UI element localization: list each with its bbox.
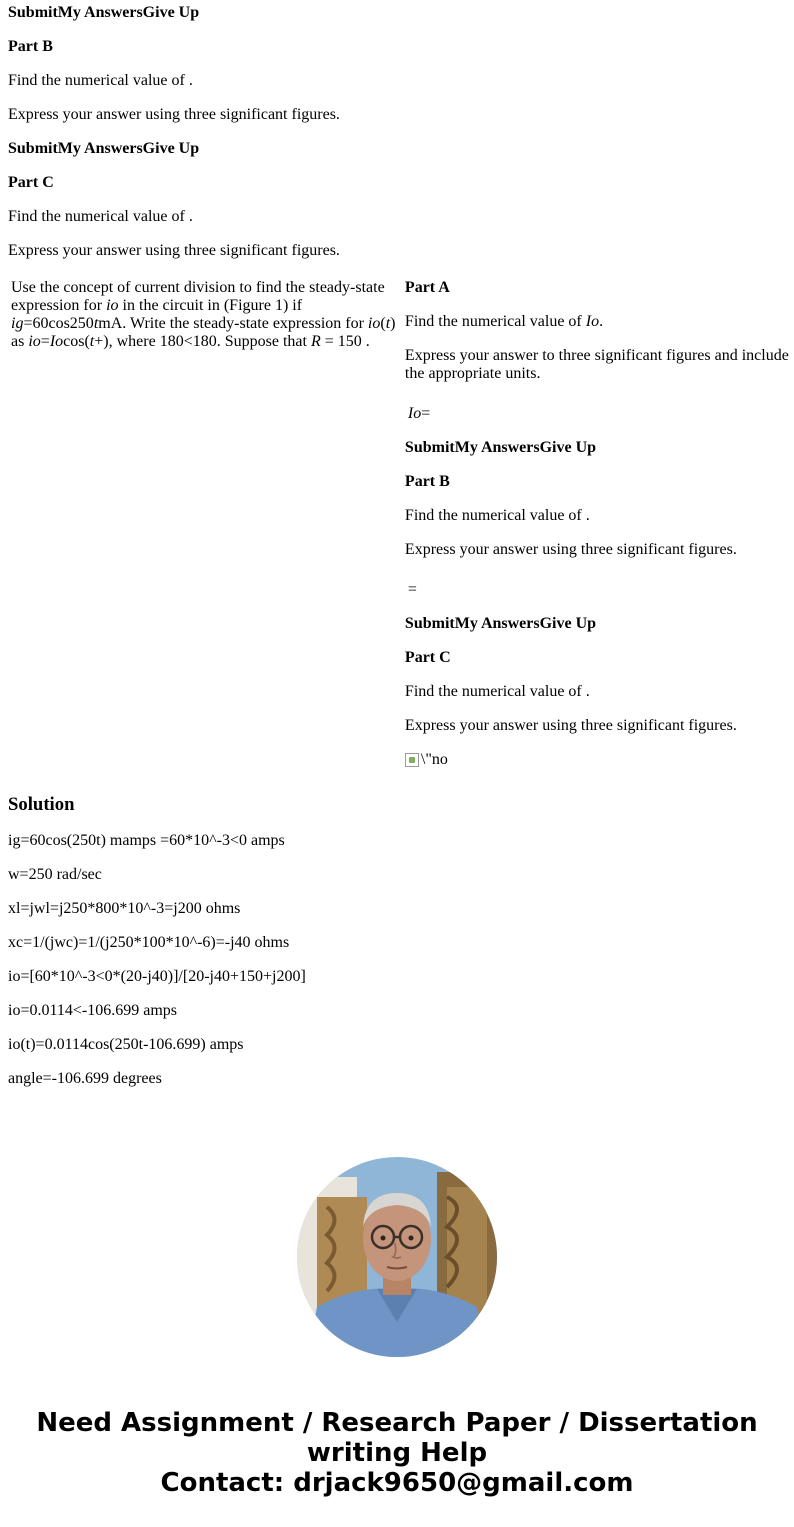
part-a-express: Express your answer to three significant figures and include the appropriate units. [404,347,789,382]
solution-line: angle=-106.699 degrees [8,1070,162,1087]
var-io: io [367,315,381,332]
banner-contact[interactable]: Contact: drjack9650@gmail.com [160,1468,634,1498]
problem-text: in the circuit in (Figure 1) if [118,297,303,314]
problem-statement [10,278,402,773]
figure-placeholder [405,751,794,772]
solution-line: xc=1/(jwc)=1/(j250*100*10^-6)=-j40 ohms [8,934,290,951]
problem-text: Use the concept of current division to find the steady-state expression for [11,279,385,314]
var-t: t [385,315,391,332]
equals-sign: = [421,405,431,422]
problem-text: ( [380,315,386,332]
var-Io: Io [585,313,600,330]
part-c-express: Express your answer using three significant figures. [8,242,340,259]
problem-text: mA. Write the steady-state expression for [98,315,368,332]
solution-line: ig=60cos(250t) mamps =60*10^-3<0 amps [8,832,285,849]
solution-line: io=[60*10^-3<0*(20-j40)]/[20-j40+150+j200] [8,968,306,985]
submit-row-a[interactable]: SubmitMy AnswersGive Up [404,439,597,456]
part-c-find: Find the numerical value of . [8,208,193,225]
banner-line-1: Need Assignment / Research Paper / Dissertation [36,1408,758,1438]
problem-table [8,276,794,775]
solution-line: w=250 rad/sec [8,866,102,883]
solution-line: xl=jwl=j250*800*10^-3=j200 ohms [8,900,241,917]
part-a-find-text: Find the numerical value of [404,313,586,330]
submit-row-b[interactable]: SubmitMy AnswersGive Up [404,615,597,632]
var-Io: Io [49,333,64,350]
var-t: t [93,315,99,332]
problem-text: +), where 180<180. Suppose that [94,333,311,350]
part-c-express-right: Express your answer using three significant figures. [404,717,737,734]
part-b-find-right: Find the numerical value of . [404,507,590,524]
broken-image-icon [405,753,419,767]
part-c-find-right: Find the numerical value of . [404,683,590,700]
part-b-answer-field[interactable] [408,581,794,599]
help-banner [0,1408,794,1498]
solution-line: io=0.0114<-106.699 amps [8,1002,177,1019]
part-a-answer-field[interactable] [408,405,794,423]
broken-image [405,751,448,769]
var-io: io [28,333,41,350]
banner-line-2: writing Help [306,1438,488,1468]
part-b-title-right: Part B [404,473,450,490]
parts-column [404,278,794,773]
problem-text: = 150 . [320,333,370,350]
part-b-find: Find the numerical value of . [8,72,193,89]
problem-text: =60cos250 [23,315,94,332]
problem-text: cos( [63,333,90,350]
problem-text: ) as [11,315,396,350]
submit-row[interactable]: SubmitMy AnswersGive Up [8,4,200,21]
solution-line: io(t)=0.0114cos(250t-106.699) amps [8,1036,244,1053]
part-a-find [405,313,794,331]
var-Io: Io [407,405,422,422]
equals-sign: = [407,581,417,598]
part-c-title-right: Part C [404,649,451,666]
submit-row-2[interactable]: SubmitMy AnswersGive Up [8,140,200,157]
part-a-title: Part A [404,279,450,296]
avatar [297,1157,497,1357]
part-c-title: Part C [8,174,54,191]
part-b-express: Express your answer using three significant figures. [8,106,340,123]
problem-text: = [40,333,50,350]
var-R: R [310,333,321,350]
var-t: t [89,333,95,350]
part-b-express-right: Express your answer using three significant figures. [404,541,737,558]
var-io: io [106,297,119,314]
solution-heading: Solution [8,794,75,815]
var-ig: ig [11,315,24,332]
part-b-title: Part B [8,38,53,55]
broken-image-alt: \"no [420,751,448,768]
avatar-portrait [297,1157,497,1357]
part-a-find-text: . [599,313,604,330]
